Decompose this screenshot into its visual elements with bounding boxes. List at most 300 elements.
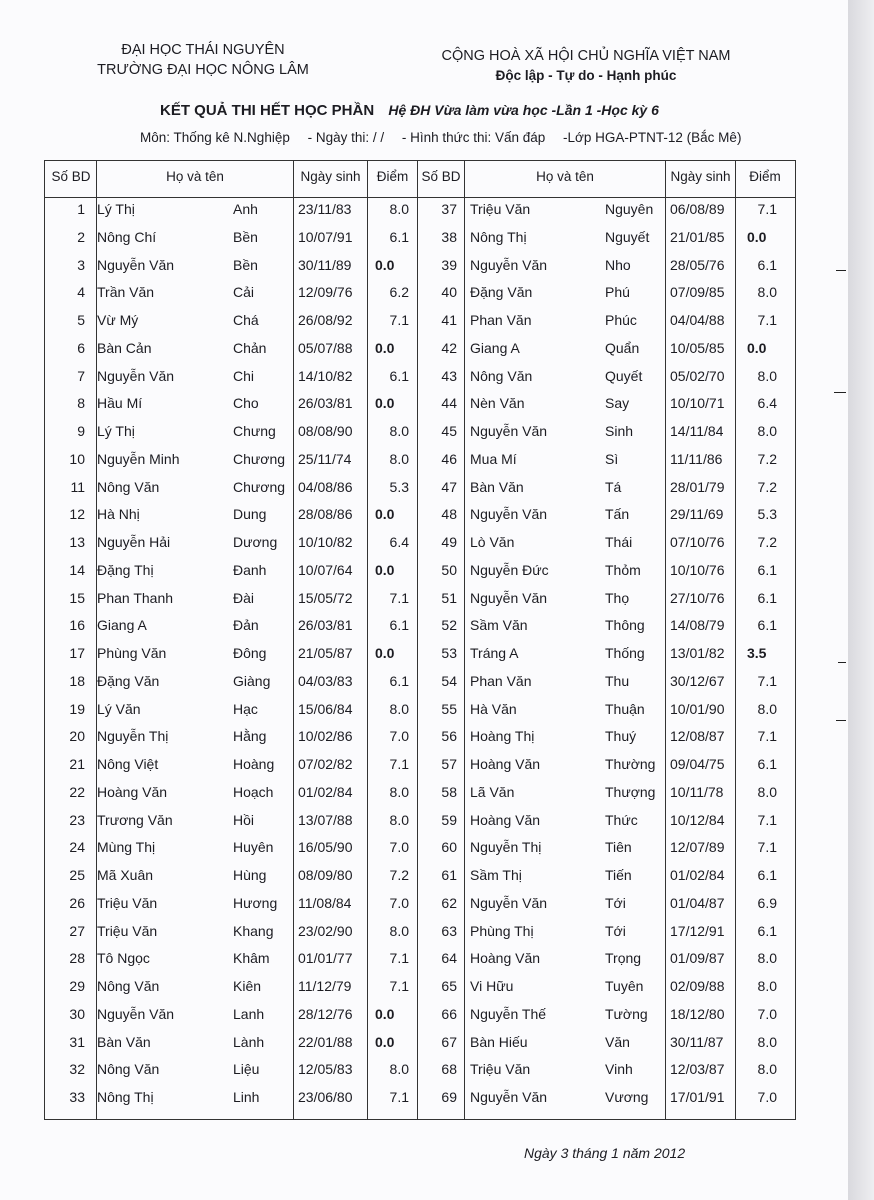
student-score: 8.0 xyxy=(757,284,777,301)
student-given-name: Chản xyxy=(233,339,267,356)
student-score: 0.0 xyxy=(375,645,395,661)
table-row xyxy=(45,1089,795,1117)
table-row xyxy=(45,423,795,451)
student-number: 22 xyxy=(69,783,85,800)
exam-info xyxy=(140,130,755,145)
student-score: 7.2 xyxy=(757,478,777,495)
student-number: 11 xyxy=(70,478,85,495)
student-number: 6 xyxy=(77,339,85,356)
student-score: 6.1 xyxy=(757,867,777,883)
student-dob: 10/07/64 xyxy=(298,561,353,578)
student-number: 63 xyxy=(441,922,457,939)
student-score: 6.9 xyxy=(757,894,777,911)
student-dob: 08/08/90 xyxy=(298,423,353,439)
student-number: 23 xyxy=(69,811,85,828)
student-number: 66 xyxy=(441,1005,457,1022)
header-score: Điểm xyxy=(749,169,781,184)
student-given-name: Thống xyxy=(605,645,645,661)
student-score: 7.0 xyxy=(389,728,409,745)
title-program: Hệ ĐH Vừa làm vừa học -Lần 1 -Học kỳ 6 xyxy=(388,102,659,118)
student-score: 8.0 xyxy=(389,450,409,467)
student-first-name: Hoàng Văn xyxy=(470,950,541,967)
student-number: 16 xyxy=(69,617,85,634)
student-dob: 14/11/84 xyxy=(670,423,724,439)
student-dob: 27/10/76 xyxy=(670,589,725,606)
student-first-name: Nguyễn Đức xyxy=(470,561,549,578)
table-row xyxy=(45,978,795,1006)
student-first-name: Phùng Văn xyxy=(97,645,167,661)
student-number: 7 xyxy=(77,367,85,384)
student-number: 26 xyxy=(69,894,85,911)
student-given-name: Nho xyxy=(605,256,631,273)
student-dob: 10/10/71 xyxy=(670,395,725,412)
table-row xyxy=(45,257,795,285)
student-given-name: Đông xyxy=(233,645,267,661)
student-first-name: Phan Văn xyxy=(470,672,532,689)
student-first-name: Nèn Văn xyxy=(470,395,525,412)
student-dob: 12/07/89 xyxy=(670,839,725,856)
student-first-name: Mã Xuân xyxy=(97,867,154,883)
student-dob: 13/07/88 xyxy=(298,811,353,828)
student-first-name: Nguyễn Văn xyxy=(470,589,548,606)
student-score: 7.1 xyxy=(757,201,777,217)
student-given-name: Lành xyxy=(233,1033,265,1050)
student-given-name: Phú xyxy=(605,284,630,301)
student-number: 12 xyxy=(69,506,85,523)
student-dob: 26/03/81 xyxy=(298,617,353,634)
institution-header xyxy=(88,40,318,80)
table-row xyxy=(45,479,795,507)
student-number: 18 xyxy=(69,672,85,689)
student-number: 68 xyxy=(441,1061,457,1078)
student-number: 54 xyxy=(441,672,457,689)
national-motto: Độc lập - Tự do - Hạnh phúc xyxy=(495,68,677,83)
student-first-name: Vừ Mý xyxy=(97,312,139,328)
student-first-name: Nông Văn xyxy=(470,367,533,384)
student-score: 6.1 xyxy=(757,922,777,939)
student-dob: 23/02/90 xyxy=(298,922,353,939)
student-score: 7.1 xyxy=(389,1089,409,1105)
student-score: 6.1 xyxy=(389,228,409,245)
student-dob: 07/02/82 xyxy=(298,756,353,772)
student-dob: 05/02/70 xyxy=(670,367,725,384)
document-title xyxy=(160,102,659,119)
scan-edge xyxy=(848,0,874,1200)
student-number: 2 xyxy=(77,228,85,245)
student-given-name: Thông xyxy=(605,617,645,634)
student-given-name: Quẩn xyxy=(605,339,640,356)
student-score: 6.1 xyxy=(389,367,409,384)
scan-mark xyxy=(836,720,846,721)
student-first-name: Triệu Văn xyxy=(470,1061,531,1078)
student-number: 13 xyxy=(69,534,85,550)
student-given-name: Thượng xyxy=(605,783,656,800)
student-number: 64 xyxy=(441,950,457,967)
student-score: 0.0 xyxy=(375,256,395,273)
student-given-name: Hoàng xyxy=(233,756,275,772)
student-dob: 15/06/84 xyxy=(298,700,353,717)
student-number: 33 xyxy=(69,1089,85,1105)
student-given-name: Cho xyxy=(233,395,259,412)
title-main: KẾT QUẢ THI HẾT HỌC PHẦN xyxy=(160,102,375,119)
student-first-name: Bàn Cản xyxy=(97,339,152,356)
table-row xyxy=(45,590,795,618)
student-number: 65 xyxy=(441,978,457,994)
student-first-name: Nguyễn Văn xyxy=(470,256,548,273)
student-score: 3.5 xyxy=(747,645,767,661)
student-score: 7.0 xyxy=(389,894,409,911)
student-number: 37 xyxy=(441,201,457,217)
table-row xyxy=(45,340,795,368)
student-dob: 14/10/82 xyxy=(298,367,353,384)
student-first-name: Lý Văn xyxy=(97,700,141,717)
student-score: 8.0 xyxy=(757,783,777,800)
table-row xyxy=(45,784,795,812)
student-number: 61 xyxy=(441,867,457,883)
student-score: 6.1 xyxy=(757,561,777,578)
student-first-name: Nguyễn Thị xyxy=(470,839,542,856)
results-table xyxy=(44,160,796,1120)
student-first-name: Nông Văn xyxy=(97,478,160,495)
student-dob: 17/01/91 xyxy=(670,1089,725,1105)
student-number: 47 xyxy=(441,478,457,495)
student-dob: 11/12/79 xyxy=(298,978,352,994)
student-dob: 28/01/79 xyxy=(670,478,725,495)
student-score: 8.0 xyxy=(757,1033,777,1050)
student-score: 7.1 xyxy=(389,978,409,994)
student-given-name: Khâm xyxy=(233,950,270,967)
student-given-name: Nguyết xyxy=(605,228,650,245)
student-score: 0.0 xyxy=(747,228,767,245)
student-first-name: Lý Thị xyxy=(97,201,135,217)
student-number: 28 xyxy=(69,950,85,967)
student-score: 8.0 xyxy=(389,201,409,217)
student-dob: 11/11/86 xyxy=(670,450,723,467)
student-number: 32 xyxy=(69,1061,85,1078)
student-given-name: Thỏm xyxy=(605,561,641,578)
student-number: 62 xyxy=(441,894,457,911)
student-number: 56 xyxy=(441,728,457,745)
student-score: 0.0 xyxy=(375,561,395,578)
student-score: 7.1 xyxy=(757,728,777,745)
student-given-name: Chi xyxy=(233,367,255,384)
student-number: 45 xyxy=(441,423,457,439)
student-given-name: Văn xyxy=(605,1033,630,1050)
student-score: 6.2 xyxy=(389,284,409,301)
student-dob: 01/09/87 xyxy=(670,950,725,967)
student-given-name: Hương xyxy=(233,894,278,911)
student-dob: 12/09/76 xyxy=(298,284,353,301)
student-number: 24 xyxy=(69,839,85,856)
student-given-name: Chá xyxy=(233,312,259,328)
student-dob: 21/05/87 xyxy=(298,645,353,661)
student-first-name: Hà Văn xyxy=(470,700,517,717)
student-first-name: Giang A xyxy=(470,339,520,356)
student-score: 7.2 xyxy=(757,450,777,467)
student-given-name: Quyết xyxy=(605,367,643,384)
student-first-name: Trần Văn xyxy=(97,284,155,301)
scan-mark xyxy=(836,270,846,271)
exam-date: - Ngày thi: / / xyxy=(307,130,385,145)
student-number: 21 xyxy=(69,756,85,772)
student-first-name: Trương Văn xyxy=(97,811,173,828)
header-divider xyxy=(45,197,795,198)
student-given-name: Vinh xyxy=(605,1061,633,1078)
student-score: 7.1 xyxy=(389,589,409,606)
student-dob: 26/03/81 xyxy=(298,395,353,412)
student-dob: 01/02/84 xyxy=(298,783,353,800)
student-number: 5 xyxy=(77,312,85,328)
student-first-name: Bàn Hiếu xyxy=(470,1033,528,1050)
student-score: 6.1 xyxy=(389,672,409,689)
student-given-name: Tới xyxy=(605,894,626,911)
student-first-name: Nguyễn Văn xyxy=(97,256,175,273)
table-row xyxy=(45,617,795,645)
student-given-name: Hạc xyxy=(233,700,258,717)
student-given-name: Thức xyxy=(605,811,638,828)
subject-label: Môn: Thống kê N.Nghiệp xyxy=(140,130,290,145)
student-given-name: Cải xyxy=(233,284,255,301)
student-given-name: Tá xyxy=(605,478,622,495)
student-number: 59 xyxy=(441,811,457,828)
student-dob: 04/04/88 xyxy=(670,312,725,328)
student-score: 0.0 xyxy=(375,395,395,412)
student-score: 8.0 xyxy=(757,423,777,439)
student-score: 8.0 xyxy=(757,367,777,384)
student-given-name: Bền xyxy=(233,228,258,245)
student-number: 46 xyxy=(441,450,457,467)
student-number: 20 xyxy=(69,728,85,745)
student-dob: 10/05/85 xyxy=(670,339,725,356)
student-number: 9 xyxy=(77,423,85,439)
student-score: 8.0 xyxy=(389,1061,409,1078)
student-given-name: Thường xyxy=(605,756,656,772)
student-dob: 28/08/86 xyxy=(298,506,353,523)
student-score: 8.0 xyxy=(757,978,777,994)
table-row xyxy=(45,368,795,396)
student-first-name: Hà Nhị xyxy=(97,506,140,523)
student-number: 50 xyxy=(441,561,457,578)
student-first-name: Triệu Văn xyxy=(97,894,158,911)
student-first-name: Nông Thị xyxy=(470,228,527,245)
student-number: 40 xyxy=(441,284,457,301)
student-first-name: Nguyễn Thị xyxy=(97,728,169,745)
student-given-name: Tiên xyxy=(605,839,632,856)
student-given-name: Tới xyxy=(605,922,626,939)
student-first-name: Nông Việt xyxy=(97,756,159,772)
table-row xyxy=(45,312,795,340)
student-first-name: Sầm Thị xyxy=(470,867,522,883)
student-dob: 01/04/87 xyxy=(670,894,725,911)
student-dob: 10/10/82 xyxy=(298,534,353,550)
country-name: CỘNG HOÀ XÃ HỘI CHỦ NGHĨA VIỆT NAM xyxy=(441,48,731,64)
student-number: 69 xyxy=(441,1089,457,1105)
student-first-name: Giang A xyxy=(97,617,147,634)
student-score: 6.4 xyxy=(757,395,777,412)
student-given-name: Chưng xyxy=(233,423,276,439)
student-score: 7.0 xyxy=(757,1005,777,1022)
student-first-name: Phùng Thị xyxy=(470,922,534,939)
student-score: 7.0 xyxy=(757,1089,777,1105)
table-row xyxy=(45,451,795,479)
student-first-name: Lò Văn xyxy=(470,534,515,550)
student-given-name: Đài xyxy=(233,589,255,606)
student-first-name: Triệu Văn xyxy=(97,922,158,939)
student-first-name: Lý Thị xyxy=(97,423,135,439)
student-dob: 04/08/86 xyxy=(298,478,353,495)
student-score: 7.1 xyxy=(389,312,409,328)
student-score: 0.0 xyxy=(375,1033,395,1050)
table-row xyxy=(45,562,795,590)
student-dob: 18/12/80 xyxy=(670,1005,725,1022)
national-header xyxy=(436,46,736,86)
student-number: 10 xyxy=(69,450,85,467)
header-score: Điểm xyxy=(376,169,409,184)
table-row xyxy=(45,895,795,923)
student-dob: 07/10/76 xyxy=(670,534,725,550)
table-row xyxy=(45,867,795,895)
student-dob: 04/03/83 xyxy=(298,672,353,689)
student-dob: 08/09/80 xyxy=(298,867,353,883)
student-number: 60 xyxy=(441,839,457,856)
header-dob: Ngày sinh xyxy=(670,169,731,184)
signing-date: Ngày 3 tháng 1 năm 2012 xyxy=(524,1145,686,1161)
student-dob: 01/02/84 xyxy=(670,867,725,883)
student-first-name: Vi Hữu xyxy=(470,978,514,994)
student-score: 8.0 xyxy=(757,1061,777,1078)
student-score: 7.0 xyxy=(389,839,409,856)
student-given-name: Bền xyxy=(233,256,258,273)
student-dob: 12/05/83 xyxy=(298,1061,353,1078)
student-dob: 22/01/88 xyxy=(298,1033,353,1050)
student-score: 6.1 xyxy=(757,589,777,606)
student-dob: 06/08/89 xyxy=(670,201,725,217)
student-given-name: Thuận xyxy=(605,700,645,717)
student-first-name: Nguyễn Văn xyxy=(470,894,548,911)
student-first-name: Nông Văn xyxy=(97,978,160,994)
student-score: 6.1 xyxy=(757,617,777,634)
student-given-name: Say xyxy=(605,395,630,412)
student-given-name: Phúc xyxy=(605,312,637,328)
student-given-name: Tiến xyxy=(605,867,632,883)
student-given-name: Anh xyxy=(233,201,258,217)
table-row xyxy=(45,506,795,534)
student-score: 5.3 xyxy=(389,478,409,495)
scan-mark xyxy=(838,662,846,663)
student-number: 48 xyxy=(441,506,457,523)
header-sbd: Số BD xyxy=(421,169,461,184)
student-first-name: Đặng Văn xyxy=(470,284,533,301)
student-given-name: Thái xyxy=(605,534,633,550)
student-dob: 15/05/72 xyxy=(298,589,353,606)
student-given-name: Kiên xyxy=(233,978,262,994)
student-number: 14 xyxy=(69,561,85,578)
student-first-name: Nông Văn xyxy=(97,1061,160,1078)
student-dob: 28/05/76 xyxy=(670,256,725,273)
table-row xyxy=(45,1034,795,1062)
student-given-name: Thuý xyxy=(605,728,637,745)
student-number: 31 xyxy=(69,1033,85,1050)
table-row xyxy=(45,1006,795,1034)
student-score: 8.0 xyxy=(389,811,409,828)
student-number: 1 xyxy=(77,201,85,217)
table-row xyxy=(45,229,795,257)
student-first-name: Hoàng Văn xyxy=(470,811,541,828)
student-score: 7.2 xyxy=(389,867,409,883)
student-number: 44 xyxy=(441,395,457,412)
student-dob: 30/11/87 xyxy=(670,1033,724,1050)
student-score: 8.0 xyxy=(389,783,409,800)
student-number: 3 xyxy=(77,256,85,273)
student-dob: 28/12/76 xyxy=(298,1005,353,1022)
student-first-name: Bàn Văn xyxy=(97,1033,151,1050)
student-score: 6.1 xyxy=(757,756,777,772)
student-score: 8.0 xyxy=(757,700,777,717)
student-score: 6.1 xyxy=(757,256,777,273)
student-number: 67 xyxy=(441,1033,457,1050)
student-dob: 14/08/79 xyxy=(670,617,725,634)
student-given-name: Nguyên xyxy=(605,201,654,217)
student-given-name: Lanh xyxy=(233,1005,265,1022)
student-number: 57 xyxy=(441,756,457,772)
student-number: 41 xyxy=(441,312,457,328)
student-number: 38 xyxy=(441,228,457,245)
student-dob: 17/12/91 xyxy=(670,922,725,939)
student-first-name: Tráng A xyxy=(470,645,519,661)
student-given-name: Đản xyxy=(233,617,259,634)
table-row xyxy=(45,673,795,701)
student-number: 4 xyxy=(77,284,85,301)
student-dob: 10/10/76 xyxy=(670,561,725,578)
student-given-name: Vương xyxy=(605,1089,649,1105)
table-row xyxy=(45,812,795,840)
student-score: 7.1 xyxy=(389,756,409,772)
student-first-name: Hầu Mí xyxy=(97,395,143,412)
student-number: 19 xyxy=(69,700,85,717)
student-first-name: Nguyễn Văn xyxy=(97,1005,175,1022)
student-first-name: Nguyễn Văn xyxy=(470,1089,548,1105)
student-number: 51 xyxy=(441,589,457,606)
student-first-name: Đặng Thị xyxy=(97,561,154,578)
student-first-name: Phan Văn xyxy=(470,312,532,328)
student-given-name: Tấn xyxy=(605,506,630,523)
student-number: 55 xyxy=(441,700,457,717)
student-given-name: Chương xyxy=(233,450,286,467)
student-dob: 02/09/88 xyxy=(670,978,725,994)
student-first-name: Bàn Văn xyxy=(470,478,524,495)
student-score: 6.1 xyxy=(389,617,409,634)
student-first-name: Lã Văn xyxy=(470,783,515,800)
student-dob: 30/12/67 xyxy=(670,672,725,689)
student-first-name: Nguyễn Văn xyxy=(470,506,548,523)
student-score: 0.0 xyxy=(375,1005,395,1022)
student-given-name: Hùng xyxy=(233,867,267,883)
student-first-name: Hoàng Văn xyxy=(97,783,168,800)
student-dob: 13/01/82 xyxy=(670,645,725,661)
student-dob: 10/07/91 xyxy=(298,228,353,245)
student-given-name: Thu xyxy=(605,672,630,689)
student-dob: 11/08/84 xyxy=(298,894,352,911)
student-given-name: Huyên xyxy=(233,839,274,856)
table-row xyxy=(45,923,795,951)
table-row xyxy=(45,395,795,423)
student-number: 53 xyxy=(441,645,457,661)
student-dob: 16/05/90 xyxy=(298,839,353,856)
student-score: 8.0 xyxy=(389,700,409,717)
student-dob: 10/11/78 xyxy=(670,783,724,800)
student-score: 6.4 xyxy=(389,534,409,550)
student-first-name: Nguyễn Hải xyxy=(97,534,171,550)
